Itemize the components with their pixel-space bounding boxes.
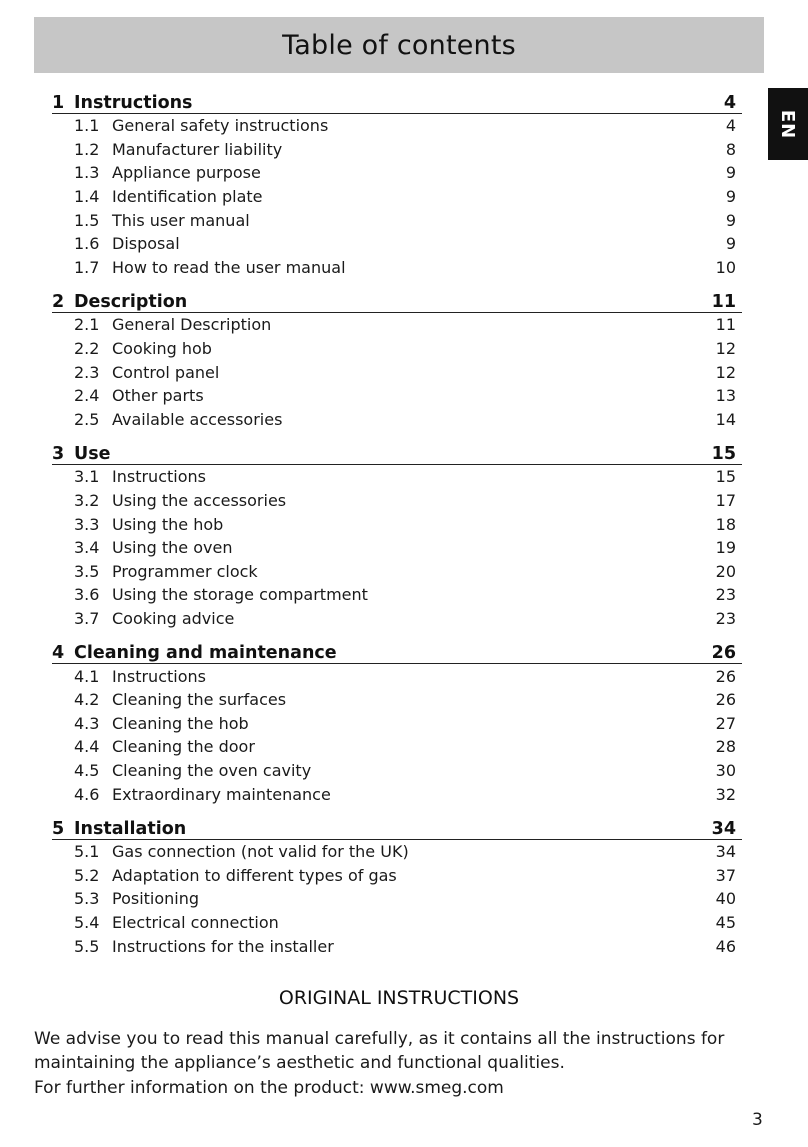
toc-item-title: Other parts — [112, 386, 204, 406]
toc-item-page: 9 — [725, 163, 736, 183]
toc-item-number: 2.3 — [74, 362, 100, 382]
toc-item-number: 3.6 — [74, 585, 100, 605]
toc-section-page: 15 — [711, 444, 736, 465]
toc-item-title: Control panel — [112, 362, 220, 382]
toc-item-number: 1.3 — [74, 163, 100, 183]
toc-item-number: 3.4 — [74, 538, 100, 558]
toc-item-number: 1.5 — [74, 210, 100, 230]
toc-item-title: Cleaning the surfaces — [112, 690, 287, 710]
toc-item[interactable] — [52, 512, 742, 536]
toc-item-page: 9 — [725, 210, 736, 230]
toc-item-page: 17 — [715, 491, 736, 511]
toc-item-number: 5.1 — [74, 842, 100, 862]
toc-item[interactable] — [52, 560, 742, 584]
toc-item-title: General Description — [112, 315, 272, 335]
toc-section-title: Description — [74, 292, 188, 313]
toc-item-title: Appliance purpose — [112, 163, 261, 183]
toc-item[interactable] — [52, 759, 742, 783]
toc-item[interactable] — [52, 735, 742, 759]
toc-item-page: 23 — [715, 608, 736, 628]
toc-item-page: 46 — [715, 936, 736, 956]
toc-item-number: 2.4 — [74, 386, 100, 406]
language-tab — [768, 88, 808, 160]
toc-item-number: 5.2 — [74, 865, 100, 885]
toc-item-title: How to read the user manual — [112, 257, 346, 277]
toc-item-page: 4 — [725, 116, 736, 136]
toc-item-number: 1.7 — [74, 257, 100, 277]
toc-section-title: Use — [74, 444, 111, 465]
toc-item-list — [52, 465, 742, 630]
toc-item-number: 5.3 — [74, 889, 100, 909]
toc-section — [52, 636, 742, 812]
toc-section-number: 1 — [52, 93, 65, 113]
advice-paragraph: We advise you to read this manual carefully, as it contains all the instructions for maintaining the appliance’s aesthetic and functional qualities. — [34, 1029, 725, 1073]
toc-item-title: Adaptation to different types of gas — [112, 865, 397, 885]
toc-item[interactable] — [52, 664, 742, 688]
toc-section-page: 26 — [711, 643, 736, 664]
toc-item-number: 1.1 — [74, 116, 100, 136]
toc-item-title: Positioning — [112, 889, 200, 909]
toc-item-title: Cleaning the door — [112, 737, 255, 757]
toc-item[interactable] — [52, 185, 742, 209]
toc-item-page: 14 — [715, 409, 736, 429]
toc-item-page: 34 — [715, 842, 736, 862]
toc-item[interactable] — [52, 161, 742, 185]
toc-item-title: Instructions for the installer — [112, 936, 334, 956]
toc-item-title: Using the oven — [112, 538, 233, 558]
toc-item-title: Cleaning the oven cavity — [112, 760, 312, 780]
toc-item-page: 10 — [715, 257, 736, 277]
toc-item-list — [52, 114, 742, 279]
toc-item-page: 28 — [715, 737, 736, 757]
toc-item-number: 3.3 — [74, 514, 100, 534]
toc-item-title: Disposal — [112, 234, 180, 254]
toc-item-page: 30 — [715, 760, 736, 780]
toc-item[interactable] — [52, 489, 742, 513]
toc-item[interactable] — [52, 360, 742, 384]
toc-item-page: 27 — [715, 713, 736, 733]
toc-item-page: 23 — [715, 585, 736, 605]
toc-item-list — [52, 664, 742, 806]
toc-section-title: Cleaning and maintenance — [74, 643, 337, 664]
toc-section-number: 3 — [52, 444, 65, 465]
toc-item-title: Electrical connection — [112, 912, 279, 932]
table-of-contents — [52, 86, 742, 958]
toc-item-title: Using the hob — [112, 514, 224, 534]
toc-item-title: Instructions — [112, 467, 206, 487]
toc-item-title: Cleaning the hob — [112, 713, 249, 733]
page-number: 3 — [752, 1110, 763, 1130]
toc-item-page: 32 — [715, 784, 736, 804]
toc-item-number: 4.5 — [74, 760, 100, 780]
toc-section-heading[interactable] — [52, 285, 742, 313]
toc-item-page: 26 — [715, 666, 736, 686]
title-banner — [34, 17, 764, 73]
further-info-paragraph: For further information on the product: www.smeg.com — [34, 1078, 504, 1098]
toc-item-title: General safety instructions — [112, 116, 329, 136]
toc-item[interactable] — [52, 408, 742, 432]
toc-item-title: Using the accessories — [112, 491, 287, 511]
toc-item[interactable] — [52, 607, 742, 631]
toc-item-title: Manufacturer liability — [112, 139, 283, 159]
toc-item[interactable] — [52, 337, 742, 361]
toc-section — [52, 812, 742, 958]
toc-item-number: 3.7 — [74, 608, 100, 628]
toc-item-page: 37 — [715, 865, 736, 885]
toc-item-title: Cooking advice — [112, 608, 235, 628]
toc-item[interactable] — [52, 711, 742, 735]
toc-item-title: Cooking hob — [112, 339, 212, 359]
toc-item[interactable] — [52, 138, 742, 162]
toc-item[interactable] — [52, 887, 742, 911]
toc-item[interactable] — [52, 688, 742, 712]
toc-item-number: 5.4 — [74, 912, 100, 932]
toc-item-page: 19 — [715, 538, 736, 558]
toc-item-page: 20 — [715, 561, 736, 581]
toc-section-page: 4 — [723, 93, 736, 113]
toc-item-number: 1.2 — [74, 139, 100, 159]
toc-item-title: Identification plate — [112, 187, 263, 207]
toc-item-page: 15 — [715, 467, 736, 487]
toc-item-title: Extraordinary maintenance — [112, 784, 331, 804]
toc-item[interactable] — [52, 782, 742, 806]
toc-item-title: Using the storage compartment — [112, 585, 368, 605]
toc-section-page: 34 — [711, 818, 736, 839]
toc-section — [52, 86, 742, 285]
toc-section-title: Instructions — [74, 93, 193, 113]
toc-item[interactable] — [52, 840, 742, 864]
toc-section-heading[interactable] — [52, 636, 742, 664]
toc-item-title: Instructions — [112, 666, 206, 686]
toc-item-list — [52, 840, 742, 958]
toc-item-title: Available accessories — [112, 409, 283, 429]
toc-item-number: 5.5 — [74, 936, 100, 956]
toc-section — [52, 285, 742, 437]
toc-item-page: 11 — [715, 315, 736, 335]
toc-item[interactable] — [52, 384, 742, 408]
toc-item-number: 2.1 — [74, 315, 100, 335]
toc-item-number: 1.6 — [74, 234, 100, 254]
toc-item[interactable] — [52, 313, 742, 337]
toc-item-list — [52, 313, 742, 431]
toc-item[interactable] — [52, 911, 742, 935]
toc-item-number: 1.4 — [74, 187, 100, 207]
toc-item-page: 12 — [715, 362, 736, 382]
toc-item-page: 8 — [725, 139, 736, 159]
toc-item-number: 4.1 — [74, 666, 100, 686]
toc-item-page: 12 — [715, 339, 736, 359]
toc-item-number: 4.3 — [74, 713, 100, 733]
toc-item-title: Programmer clock — [112, 561, 258, 581]
language-tab-label: EN — [777, 109, 799, 139]
toc-section-title: Installation — [74, 818, 187, 839]
toc-section-heading[interactable] — [52, 437, 742, 465]
toc-item-page: 9 — [725, 187, 736, 207]
toc-item-page: 9 — [725, 234, 736, 254]
toc-item[interactable] — [52, 232, 742, 256]
toc-item-number: 4.4 — [74, 737, 100, 757]
toc-item[interactable] — [52, 114, 742, 138]
toc-item-page: 13 — [715, 386, 736, 406]
toc-section-page: 11 — [711, 292, 736, 313]
toc-section-heading[interactable] — [52, 86, 742, 114]
toc-item-number: 3.1 — [74, 467, 100, 487]
toc-item[interactable] — [52, 863, 742, 887]
toc-section-number: 4 — [52, 643, 65, 664]
toc-item-number: 2.5 — [74, 409, 100, 429]
toc-item-number: 4.2 — [74, 690, 100, 710]
toc-item[interactable] — [52, 256, 742, 280]
toc-item[interactable] — [52, 583, 742, 607]
toc-section — [52, 437, 742, 636]
original-instructions-heading: ORIGINAL INSTRUCTIONS — [278, 987, 520, 1009]
toc-item[interactable] — [52, 208, 742, 232]
toc-item-number: 3.5 — [74, 561, 100, 581]
page-title: Table of contents — [282, 29, 516, 61]
toc-item-number: 4.6 — [74, 784, 100, 804]
toc-item-number: 2.2 — [74, 339, 100, 359]
toc-section-heading[interactable] — [52, 812, 742, 840]
toc-item-title: Gas connection (not valid for the UK) — [112, 842, 409, 862]
toc-item-page: 40 — [715, 889, 736, 909]
toc-item[interactable] — [52, 465, 742, 489]
toc-item[interactable] — [52, 934, 742, 958]
toc-item-page: 18 — [715, 514, 736, 534]
toc-item-page: 26 — [715, 690, 736, 710]
toc-item[interactable] — [52, 536, 742, 560]
toc-item-page: 45 — [715, 912, 736, 932]
toc-section-number: 2 — [52, 292, 65, 313]
toc-section-number: 5 — [52, 818, 65, 839]
toc-item-title: This user manual — [112, 210, 250, 230]
toc-item-number: 3.2 — [74, 491, 100, 511]
